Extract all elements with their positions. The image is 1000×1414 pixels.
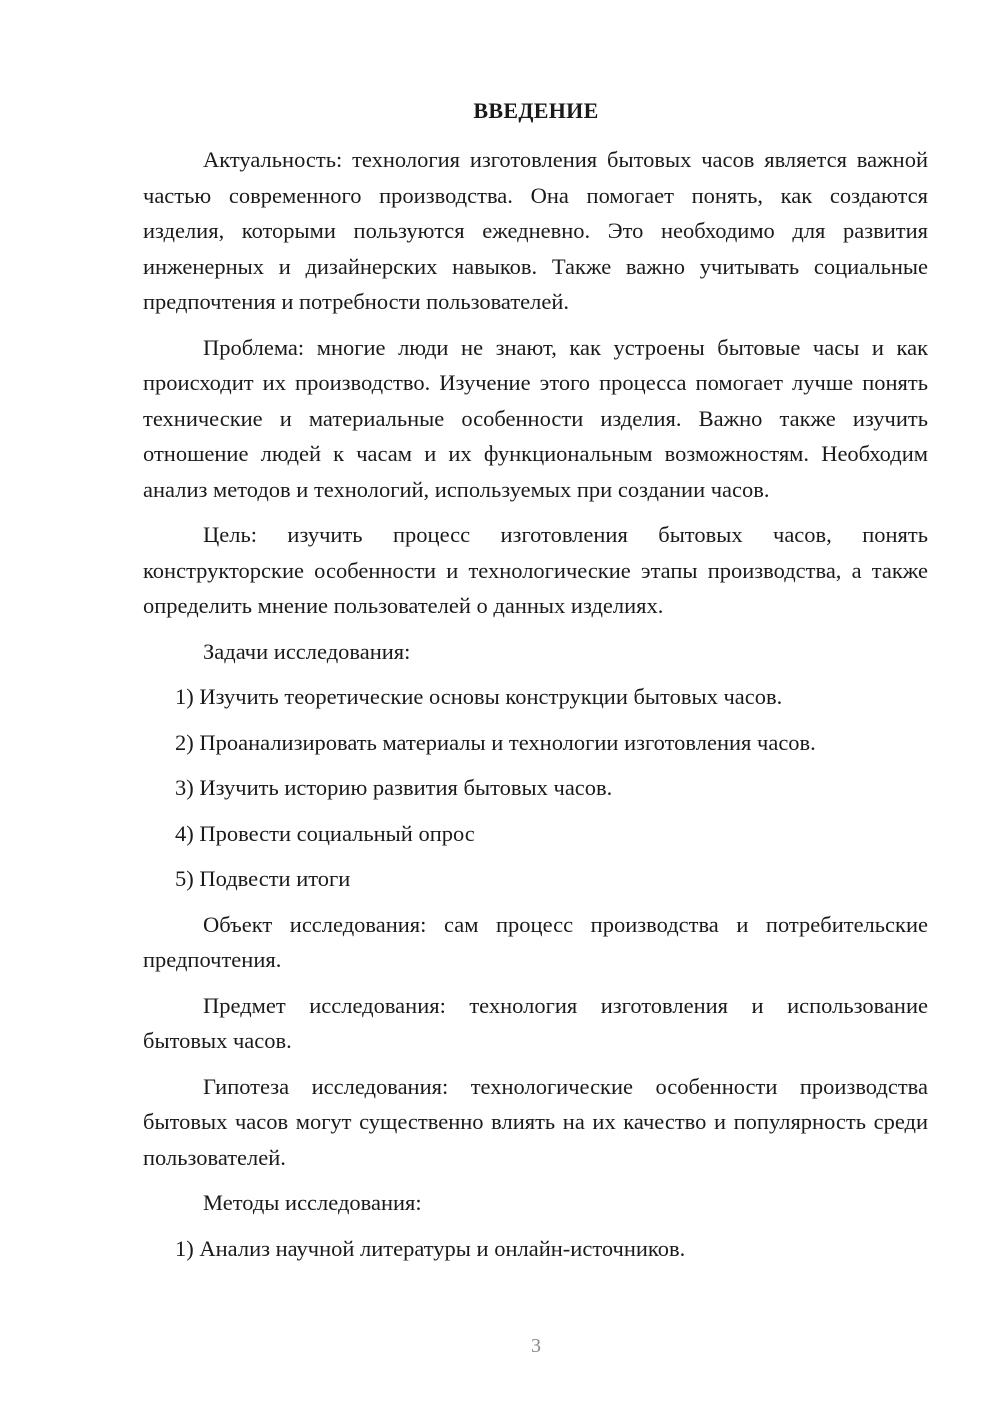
methods-list xyxy=(143,1231,928,1267)
paragraph-subject: Предмет исследования: технология изготовления и использование бытовых часов. xyxy=(143,992,928,1053)
list-item: 1) Изучить теоретические основы конструкции бытовых часов. xyxy=(175,684,783,709)
paragraph-goal: Цель: изучить процесс изготовления бытовых часов, понять конструкторские особенности и технологические этапы производства, а также определить мнение пользователей о данных изделиях. xyxy=(143,522,928,618)
paragraph-relevance: Актуальность: технология изготовления бытовых часов является важной частью современного производства. Она помогает понять, как создаются изделия, которыми пользуются ежедневно. Это необходимо для развития инженерных и дизайнерских навыков. Также важно учитывать социальные предпочтения и потребности пользователей. xyxy=(143,147,928,314)
list-item: 1) Анализ научной литературы и онлайн-источников. xyxy=(175,1235,686,1261)
page-number: 3 xyxy=(531,1335,541,1357)
list-item: 5) Подвести итоги xyxy=(175,866,351,891)
paragraph-object: Объект исследования: сам процесс производства и потребительские предпочтения. xyxy=(143,911,928,972)
list-item: 3) Изучить историю развития бытовых часов. xyxy=(175,775,613,800)
tasks-list xyxy=(143,679,928,897)
paragraph-problem: Проблема: многие люди не знают, как устроены бытовые часы и как происходит их производство. Изучение этого процесса помогает лучше понять технические и материальные особенности изделия. Важно также изучить отношение людей к часам и их функциональным возможностям. Необходим анализ методов и технологий, используемых при создании часов. xyxy=(143,334,928,502)
page-title: ВВЕДЕНИЕ xyxy=(473,98,599,123)
methods-heading: Методы исследования: xyxy=(203,1190,422,1215)
paragraph-hypothesis: Гипотеза исследования: технологические особенности производства бытовых часов могут существенно влиять на их качество и популярность среди пользователей. xyxy=(143,1073,928,1170)
list-item: 2) Проанализировать материалы и технологии изготовления часов. xyxy=(175,729,816,755)
list-item: 4) Провести социальный опрос xyxy=(175,820,475,846)
document-body xyxy=(143,142,928,1276)
tasks-heading: Задачи исследования: xyxy=(203,638,411,664)
